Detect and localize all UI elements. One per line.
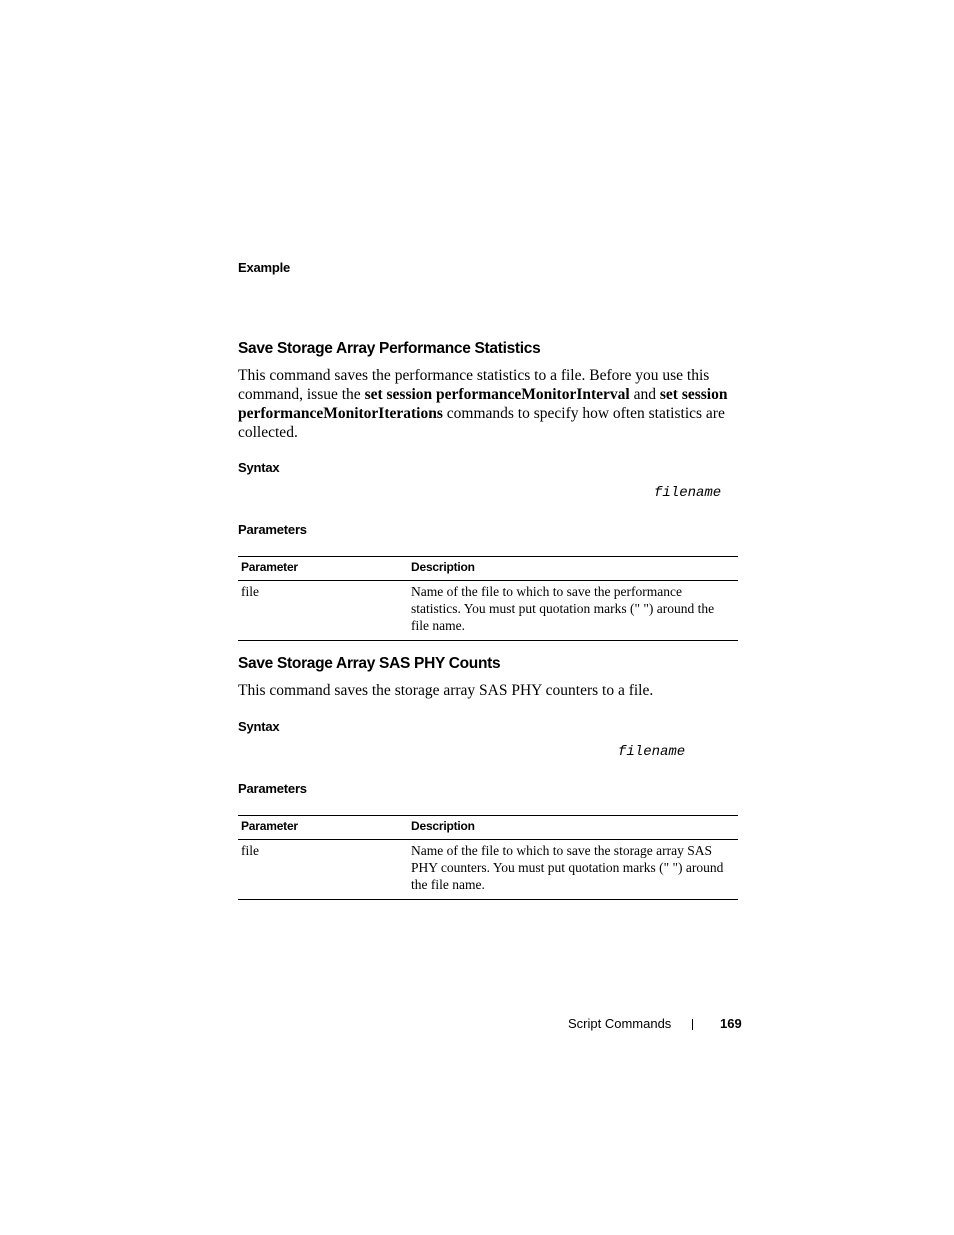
section-title-performance-statistics: Save Storage Array Performance Statistics	[238, 340, 541, 357]
command-name: set session performanceMonitorIterations	[238, 386, 728, 422]
body-text-run: and	[629, 386, 660, 403]
table-header-description: Description	[408, 557, 738, 581]
footer-section-name: Script Commands	[568, 1016, 672, 1031]
body-text-run: This command saves the performance statistics to a file. Before you use this command, issue the	[238, 367, 710, 403]
section1-parameters-table	[238, 556, 738, 641]
description-cell: Name of the file to which to save the storage array SAS PHY counters. You must put quotation marks (" ") around the file name.	[408, 840, 738, 900]
section1-description	[238, 366, 738, 442]
page-number: 169	[720, 1016, 742, 1031]
section2-syntax-heading: Syntax	[238, 719, 280, 734]
table-header-parameter: Parameter	[238, 557, 408, 581]
section2-parameters-table	[238, 815, 738, 900]
section2-description: This command saves the storage array SAS PHY counters to a file.	[238, 682, 654, 699]
section1-parameters-heading: Parameters	[238, 522, 307, 537]
table-header-parameter: Parameter	[238, 816, 408, 840]
section1-syntax-code: filename	[654, 485, 722, 501]
parameter-cell: file	[238, 840, 408, 900]
table-row	[238, 840, 738, 900]
table-header-description: Description	[408, 816, 738, 840]
command-name: set session performanceMonitorInterval	[364, 386, 630, 403]
table-row	[238, 581, 738, 641]
body-text-run: commands to specify how often statistics are collected.	[238, 405, 725, 441]
section2-parameters-heading: Parameters	[238, 781, 307, 796]
footer-separator	[692, 1019, 693, 1030]
section1-syntax-heading: Syntax	[238, 460, 280, 475]
description-cell: Name of the file to which to save the performance statistics. You must put quotation marks (" ") around the file name.	[408, 581, 738, 641]
section-title-sas-phy-counts: Save Storage Array SAS PHY Counts	[238, 655, 501, 672]
section2-syntax-code: filename	[618, 744, 686, 760]
parameter-cell: file	[238, 581, 408, 641]
example-heading: Example	[238, 260, 291, 275]
